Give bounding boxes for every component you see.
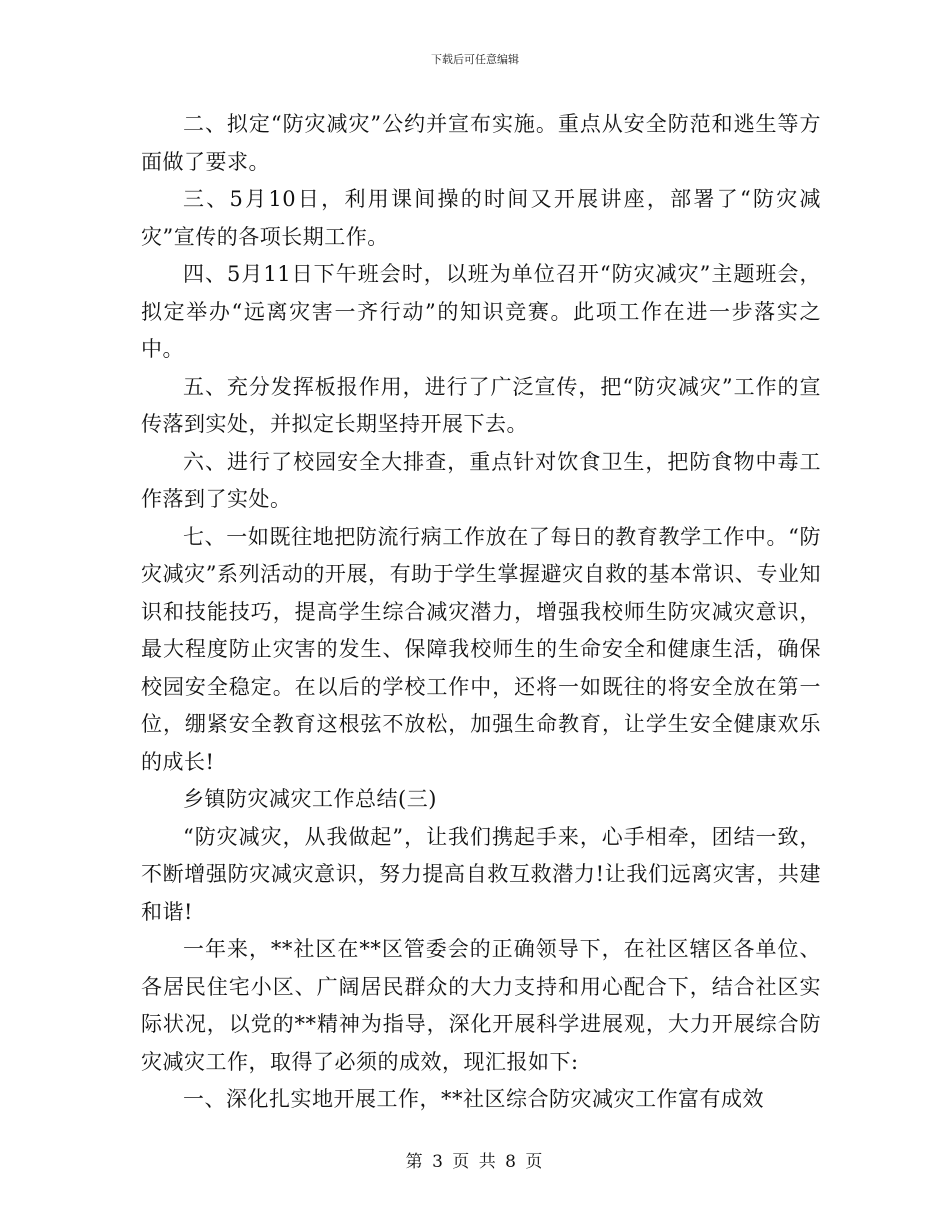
document-body <box>141 106 821 1119</box>
section-title: 乡镇防灾减灾工作总结(三) <box>183 787 437 811</box>
slogan-paragraph: “防灾减灾，从我做起”，让我们携起手来，心手相牵，团结一致，不断增强防灾减灾意识，努力提高自救互救潜力!让我们远离灾害，共建和谐! <box>141 824 821 924</box>
paragraph-item-2: 二、拟定“防灾减灾”公约并宣布实施。重点从安全防范和逃生等方面做了要求。 <box>141 112 821 174</box>
paragraph-item-3: 三、5月10日，利用课间操的时间又开展讲座，部署了“防灾减灾”宣传的各项长期工作。 <box>141 187 821 249</box>
paragraph-item-6: 六、进行了校园安全大排查，重点针对饮食卫生，把防食物中毒工作落到了实处。 <box>141 449 821 511</box>
summary-intro-paragraph: 一年来，**社区在**区管委会的正确领导下，在社区辖区各单位、各居民住宅小区、广阔居民群众的大力支持和用心配合下，结合社区实际状况，以党的**精神为指导，深化开展科学进展观，大力开展综合防灾减灾工作，取得了必须的成效，现汇报如下: <box>141 937 821 1074</box>
paragraph-item-5: 五、充分发挥板报作用，进行了广泛宣传，把“防灾减灾”工作的宣传落到实处，并拟定长期坚持开展下去。 <box>141 374 821 436</box>
paragraph-item-7: 七、一如既往地把防流行病工作放在了每日的教育教学工作中。“防灾减灾”系列活动的开展，有助于学生掌握避灾自救的基本常识、专业知识和技能技巧，提高学生综合减灾潜力，增强我校师生防灾减灾意识，最大程度防止灾害的发生、保障我校师生的生命安全和健康生活，确保校园安全稳定。在以后的学校工作中，还将一如既往的将安全放在第一位，绷紧安全教育这根弦不放松，加强生命教育，让学生安全健康欢乐的成长! <box>141 524 821 774</box>
paragraph-item-4: 四、5月11日下午班会时，以班为单位召开“防灾减灾”主题班会，拟定举办“远离灾害一齐行动”的知识竞赛。此项工作在进一步落实之中。 <box>141 262 821 361</box>
page-header-note: 下载后可任意编辑 <box>431 53 519 66</box>
page-number: 第 3 页 共 8 页 <box>405 1152 545 1172</box>
summary-item-1: 一、深化扎实地开展工作，**社区综合防灾减灾工作富有成效 <box>183 1087 764 1111</box>
